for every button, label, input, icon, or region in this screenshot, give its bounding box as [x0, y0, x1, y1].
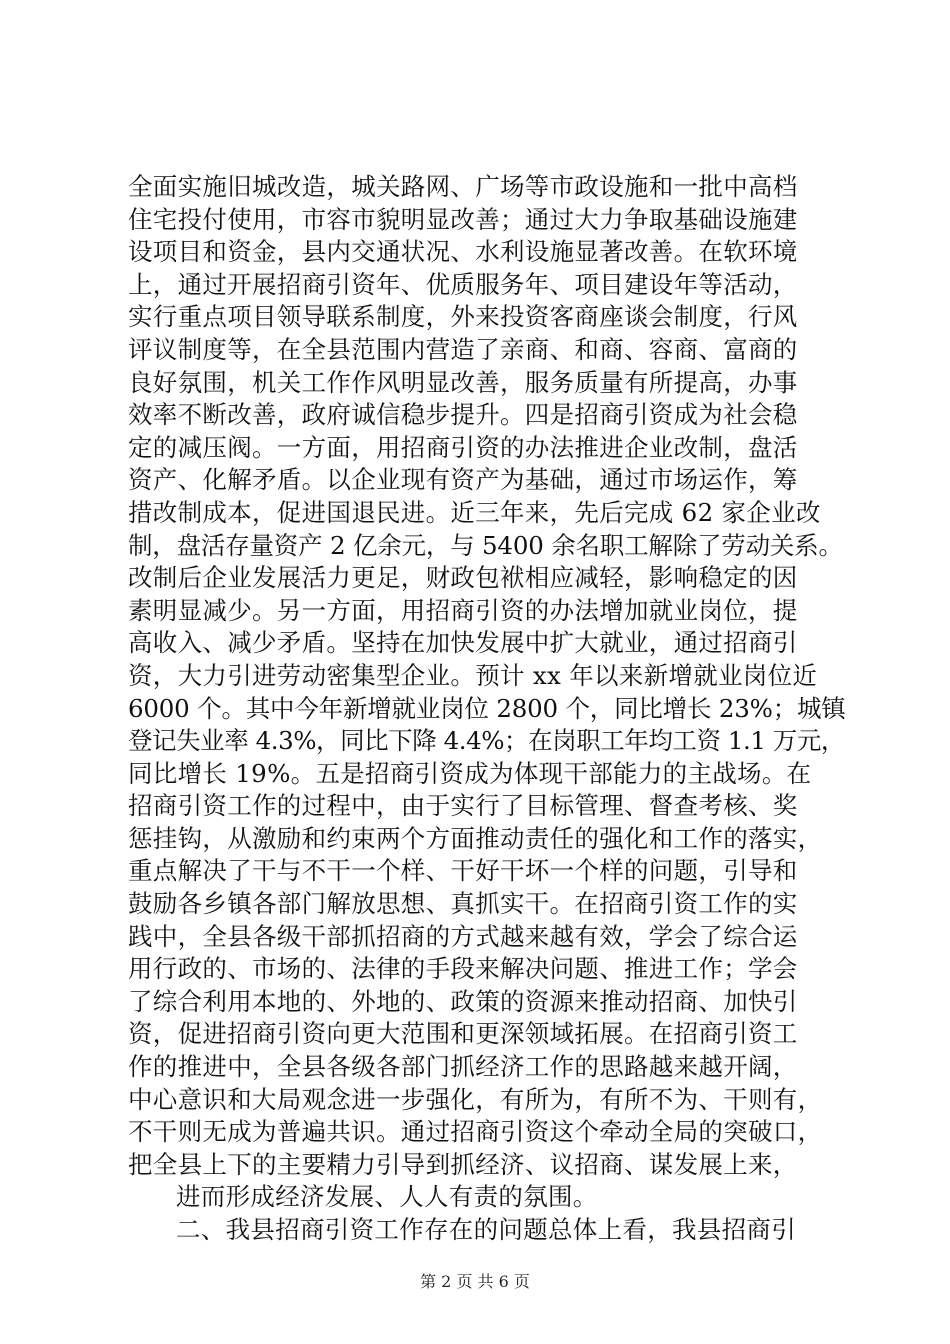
text-line: 措改制成本，促进国退民进。近三年来，先后完成 62 家企业改 — [128, 497, 821, 527]
text-line: 设项目和资金，县内交通状况、水利设施显著改善。在软环境 — [128, 237, 798, 267]
paragraph-end-line: 进而形成经济发展、人人有责的氛围。 — [176, 1182, 598, 1212]
text-line: 资，大力引进劳动密集型企业。预计 xx 年以来新增就业岗位近 — [128, 660, 818, 690]
text-line: 实行重点项目领导联系制度，外来投资客商座谈会制度，行风 — [128, 302, 798, 332]
text-line: 了综合利用本地的、外地的、政策的资源来推动招商、加快引 — [128, 986, 798, 1016]
text-line: 作的推进中，全县各级各部门抓经济工作的思路越来越开阔， — [128, 1052, 798, 1082]
text-line: 住宅投付使用，市容市貌明显改善；通过大力争取基础设施建 — [128, 204, 798, 234]
text-line: 同比增长 19%。五是招商引资成为体现干部能力的主战场。在 — [128, 758, 812, 788]
text-line: 惩挂钩，从激励和约束两个方面推动责任的强化和工作的落实， — [128, 823, 823, 853]
text-line: 招商引资工作的过程中，由于实行了目标管理、督查考核、奖 — [128, 791, 798, 821]
text-line: 资，促进招商引资向更大范围和更深领域拓展。在招商引资工 — [128, 1019, 798, 1049]
text-line: 全面实施旧城改造，城关路网、广场等市政设施和一批中高档 — [128, 172, 798, 201]
document-body — [128, 171, 848, 1247]
text-line: 改制后企业发展活力更足，财政包袱相应减轻，影响稳定的因 — [128, 563, 798, 593]
text-line: 素明显减少。另一方面，用招商引资的办法增加就业岗位，提 — [128, 595, 798, 625]
text-line: 上，通过开展招商引资年、优质服务年、项目建设年等活动， — [128, 269, 798, 299]
text-line: 评议制度等，在全县范围内营造了亲商、和商、容商、富商的 — [128, 334, 798, 364]
text-line: 制，盘活存量资产 2 亿余元，与 5400 余名职工解除了劳动关系。 — [128, 530, 843, 560]
text-line: 高收入、减少矛盾。坚持在加快发展中扩大就业，通过招商引 — [128, 628, 798, 658]
text-line: 中心意识和大局观念进一步强化，有所为，有所不为、干则有， — [128, 1084, 823, 1114]
text-line: 重点解决了干与不干一个样、干好干坏一个样的问题，引导和 — [128, 856, 798, 886]
text-line: 践中，全县各级干部抓招商的方式越来越有效，学会了综合运 — [128, 921, 798, 951]
text-line: 资产、化解矛盾。以企业现有资产为基础，通过市场运作，筹 — [128, 465, 798, 495]
text-line: 鼓励各乡镇各部门解放思想、真抓实干。在招商引资工作的实 — [128, 889, 798, 919]
text-line: 良好氛围，机关工作作风明显改善，服务质量有所提高，办事 — [128, 367, 798, 397]
text-line: 6000 个。其中今年新增就业岗位 2800 个，同比增长 23%；城镇 — [128, 693, 846, 723]
text-line: 登记失业率 4.3%，同比下降 4.4%；在岗职工年均工资 1.1 万元， — [128, 726, 845, 756]
text-line: 定的减压阀。一方面，用招商引资的办法推进企业改制，盘活 — [128, 432, 798, 462]
section-heading-line: 二、我县招商引资工作存在的问题总体上看，我县招商引 — [176, 1215, 796, 1244]
text-line: 用行政的、市场的、法律的手段来解决问题、推进工作；学会 — [128, 954, 798, 984]
text-line: 把全县上下的主要精力引导到抓经济、议招商、谋发展上来， — [128, 1149, 798, 1179]
page-number-footer: 第 2 页 共 6 页 — [420, 1272, 530, 1291]
text-line: 效率不断改善，政府诚信稳步提升。四是招商引资成为社会稳 — [128, 400, 798, 430]
text-line: 不干则无成为普遍共识。通过招商引资这个牵动全局的突破口， — [128, 1117, 823, 1147]
